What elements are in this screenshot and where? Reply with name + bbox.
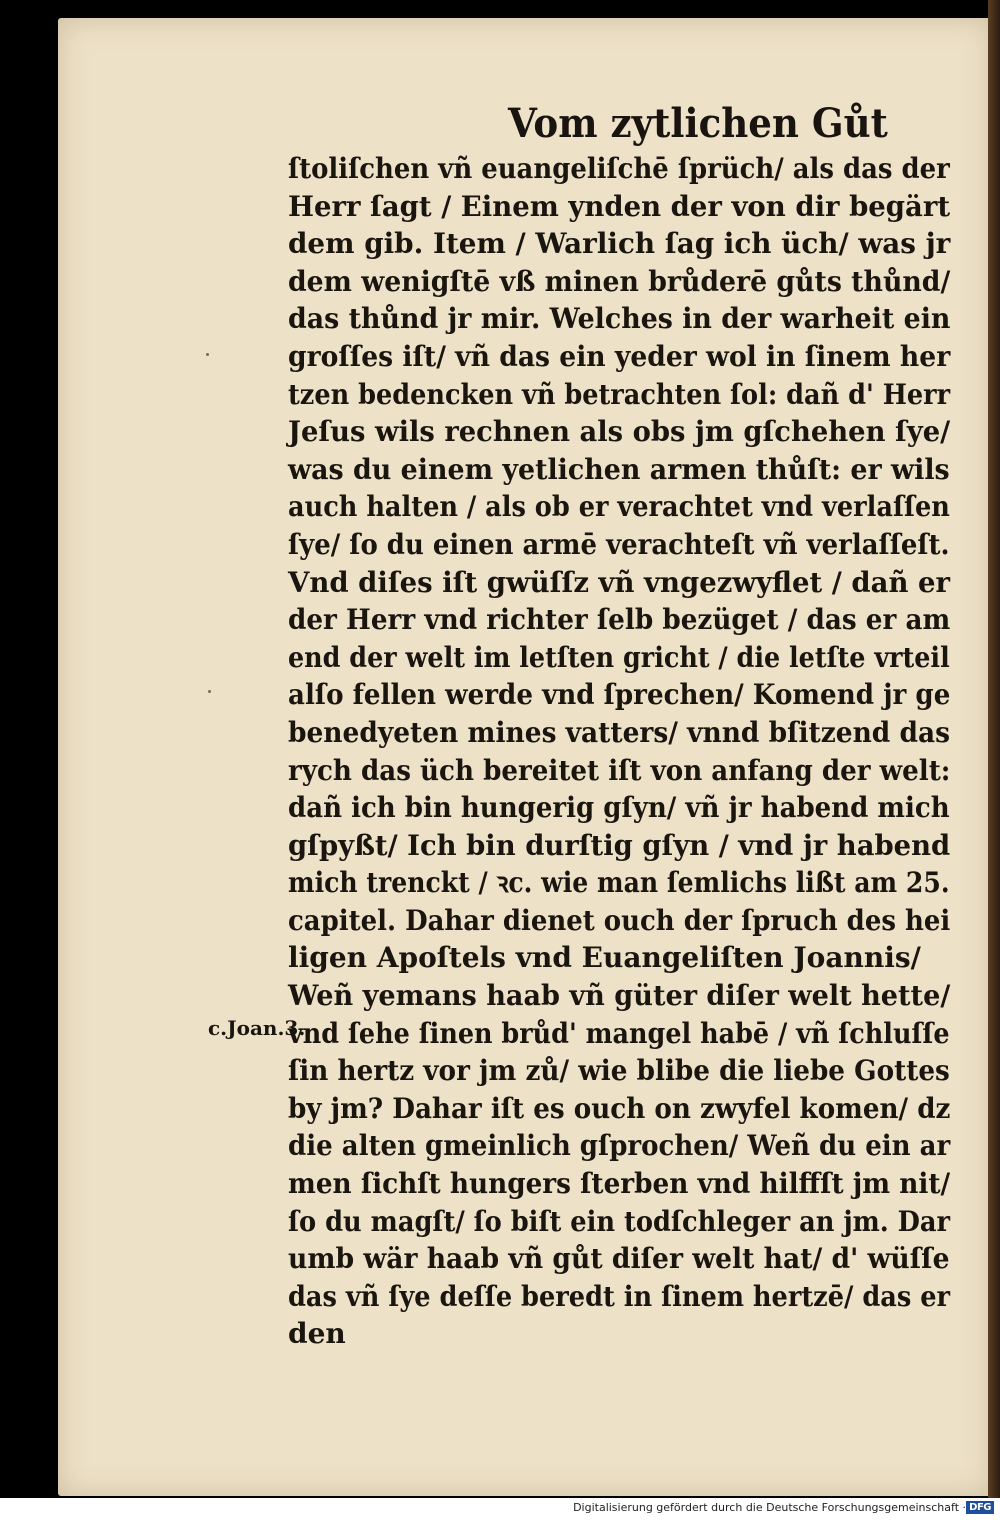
text-line: gſpyßt/ Ich bin durſtig gſyn / vnd jr habend [288, 828, 951, 862]
text-line: ſin hertz vor jm zů/ wie blibe die liebe Gottes [288, 1054, 950, 1088]
footer-bar [0, 1498, 1000, 1520]
running-head: Vom zytlichen Gůt [508, 100, 888, 147]
text-line: das thůnd jr mir. Welches in der warheit ein [288, 302, 951, 336]
text-line: der Herr vnd richter ſelb bezüget / das er am [288, 603, 951, 637]
text-line: rych das üch bereitet iſt von anfang der welt: [288, 753, 951, 787]
text-line: das vñ ſye deſſe beredt in ſinem hertzē/ das er [288, 1279, 951, 1313]
book-edge [988, 0, 1000, 1498]
text-line: Weñ yemans haab vñ güter diſer welt hette/ [288, 979, 951, 1013]
text-line: capitel. Dahar dienet ouch der ſpruch des hei [288, 903, 951, 937]
text-line: dañ ich bin hungerig gſyn/ vñ jr habend mich [288, 791, 950, 825]
text-line: by jm? Dahar iſt es ouch on zwyfel komen/ dz [288, 1091, 951, 1125]
text-line: Vnd diſes iſt gwüſſz vñ vngezwyflet / dañ er [288, 565, 951, 599]
text-line: ſtoliſchen vñ euangeliſchē ſprüch/ als das der [288, 152, 950, 185]
text-line: mich trenckt / ꝛc. wie man ſemlichs lißt am 25. [288, 866, 950, 900]
text-line: groſſes iſt/ vñ das ein yeder wol in ſinem her [288, 339, 951, 373]
text-line: tzen bedencken vñ betrachten ſol: dañ d' Herr [288, 377, 951, 411]
text-line: Jeſus wils rechnen als obs jm gſchehen ſye/ [288, 415, 951, 449]
text-line: Herr ſagt / Einem ynden der von dir begärt [288, 189, 951, 223]
marginal-note: c.Joan.3. [208, 1016, 306, 1040]
text-line: was du einem yetlichen armen thůſt: er wils [288, 452, 950, 486]
body-text [288, 150, 950, 1353]
paper-speck [208, 690, 211, 693]
text-line: men ſichſt hungers ſterben vnd hilffſt jm nit/ [288, 1167, 951, 1201]
text-line: alſo fellen werde vnd ſprechen/ Komend jr ge [288, 678, 951, 712]
text-line: benedyeten mines vatters/ vnnd bſitzend das [288, 715, 950, 749]
text-line: vnd ſehe ſinen brůd' mangel habē / vñ ſchluſſe [288, 1016, 950, 1050]
paper-speck [206, 353, 209, 356]
text-line: dem gib. Item / Warlich ſag ich üch/ was jr [288, 227, 951, 261]
dfg-logo: DFG [966, 1501, 994, 1514]
text-line: end der welt im letſten gricht / die letſte vrteil [288, 640, 950, 674]
credit-text: Digitalisierung gefördert durch die Deutsche Forschungsgemeinschaft · [573, 1501, 966, 1514]
text-line: ſye/ ſo du einen armē verachteſt vñ verlaſſeſt. [288, 527, 950, 561]
text-line: den [288, 1317, 346, 1351]
text-line: ſo du magſt/ ſo biſt ein todſchleger an jm. Dar [288, 1204, 951, 1238]
text-line: auch halten / als ob er verachtet vnd verlaſſen [288, 490, 950, 524]
text-line: ligen Apoſtels vnd Euangeliſten Joannis/ [288, 941, 921, 975]
text-line: umb wär haab vñ gůt diſer welt hat/ d' wüſſe [288, 1242, 950, 1276]
text-line: dem wenigſtē vß minen brůderē gůts thůnd/ [288, 264, 951, 298]
text-line: die alten gmeinlich gſprochen/ Weñ du ein ar [288, 1129, 951, 1163]
